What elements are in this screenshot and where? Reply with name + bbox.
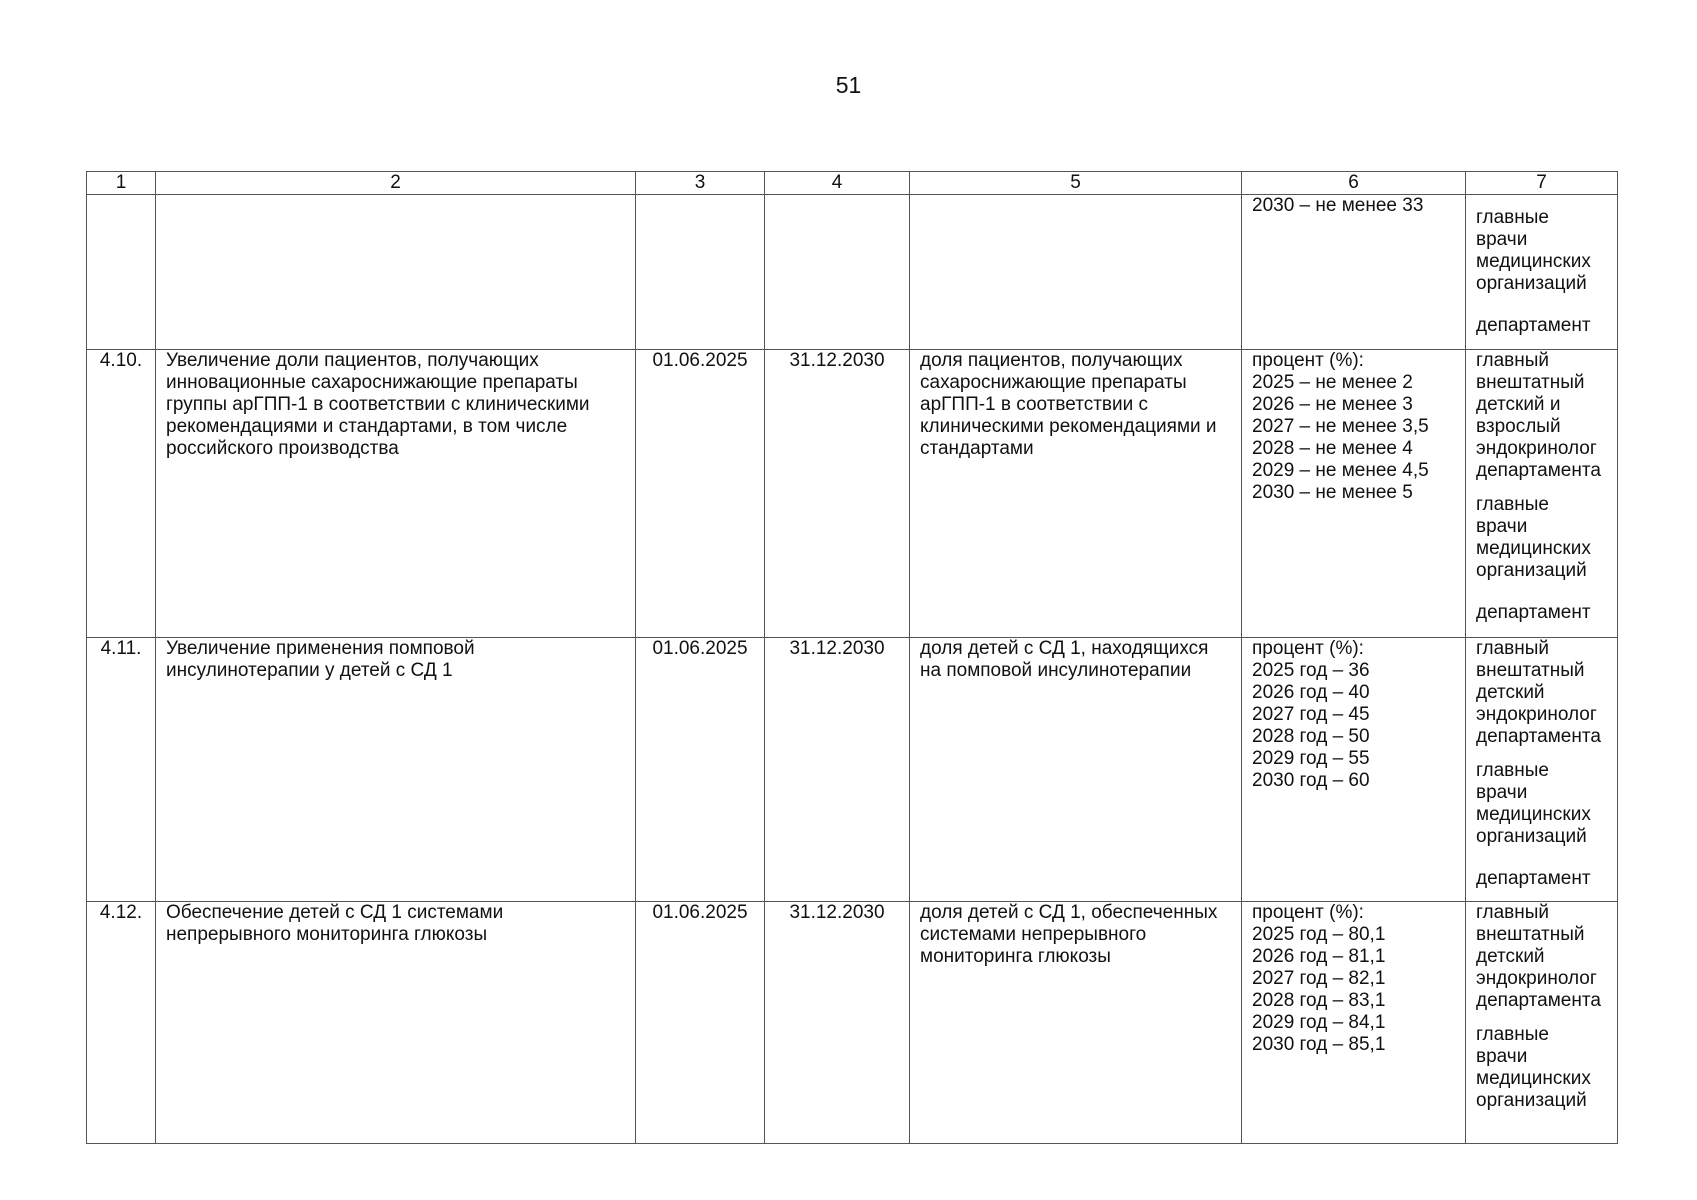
page-number: 51 bbox=[835, 72, 862, 98]
table-row-4-10 bbox=[87, 350, 1618, 638]
responsible-line: медицинских bbox=[1476, 538, 1591, 559]
responsible-line: медицинских bbox=[1476, 1068, 1591, 1089]
end-date-cell: 31.12.2030 bbox=[765, 902, 910, 1144]
row-number-cell: 4.12. bbox=[87, 902, 156, 1144]
column-header: 6 bbox=[1242, 172, 1466, 195]
responsible-line: медицинских bbox=[1476, 251, 1591, 272]
end-date-cell: 31.12.2030 bbox=[765, 350, 910, 638]
target-values-cell bbox=[1242, 195, 1466, 350]
responsible-line: медицинских bbox=[1476, 804, 1591, 825]
target-value-line: 2026 год – 40 bbox=[1252, 682, 1370, 703]
target-value-line: 2030 год – 60 bbox=[1252, 770, 1370, 791]
end-date-cell bbox=[765, 195, 910, 350]
end-date-cell: 31.12.2030 bbox=[765, 638, 910, 902]
target-value-line: 2025 – не менее 2 bbox=[1252, 372, 1413, 393]
column-header: 5 bbox=[910, 172, 1242, 195]
target-values-cell bbox=[1242, 350, 1466, 638]
action-plan-table bbox=[86, 171, 1618, 1144]
target-value-line: 2025 год – 36 bbox=[1252, 660, 1370, 681]
responsible-line: организаций bbox=[1476, 273, 1587, 294]
target-value-line: 2028 год – 50 bbox=[1252, 726, 1370, 747]
responsible-line: департамента bbox=[1476, 460, 1601, 481]
responsible-line: главные bbox=[1476, 1024, 1549, 1045]
responsible-line: департамент bbox=[1476, 315, 1591, 336]
start-date-cell bbox=[636, 195, 765, 350]
target-value-line: 2025 год – 80,1 bbox=[1252, 924, 1386, 945]
indicator-cell: доля пациентов, получающих сахароснижающие препараты арГПП-1 в соответствии с клиническими рекомендациями и стандартами bbox=[910, 350, 1242, 638]
responsible-cell bbox=[1466, 638, 1618, 902]
responsible-line: врачи bbox=[1476, 1046, 1528, 1067]
start-date-cell: 01.06.2025 bbox=[636, 902, 765, 1144]
responsible-line: департамент bbox=[1476, 868, 1591, 889]
target-value-line: 2026 – не менее 3 bbox=[1252, 394, 1413, 415]
target-value-line: 2029 год – 55 bbox=[1252, 748, 1370, 769]
responsible-line: детский bbox=[1476, 682, 1545, 703]
responsible-line: врачи bbox=[1476, 782, 1528, 803]
target-value-line: 2027 год – 45 bbox=[1252, 704, 1370, 725]
target-value-line: 2028 – не менее 4 bbox=[1252, 438, 1413, 459]
target-value-line: 2028 год – 83,1 bbox=[1252, 990, 1386, 1011]
responsible-line: организаций bbox=[1476, 1090, 1587, 1111]
responsible-line: департамента bbox=[1476, 726, 1601, 747]
responsible-line: организаций bbox=[1476, 560, 1587, 581]
responsible-line: департамента bbox=[1476, 990, 1601, 1011]
responsible-line: эндокринолог bbox=[1476, 438, 1597, 459]
responsible-line: главный bbox=[1476, 350, 1550, 371]
responsible-line: врачи bbox=[1476, 516, 1528, 537]
responsible-line: взрослый bbox=[1476, 416, 1561, 437]
target-value-line: 2030 – не менее 5 bbox=[1252, 482, 1413, 503]
target-values-cell bbox=[1242, 638, 1466, 902]
table-row-continuation bbox=[87, 195, 1618, 350]
indicator-cell bbox=[910, 195, 1242, 350]
start-date-cell: 01.06.2025 bbox=[636, 350, 765, 638]
column-header: 4 bbox=[765, 172, 910, 195]
target-value-line: процент (%): bbox=[1252, 638, 1364, 659]
target-value-line: 2029 год – 84,1 bbox=[1252, 1012, 1386, 1033]
responsible-line: внештатный bbox=[1476, 372, 1585, 393]
target-values-cell bbox=[1242, 902, 1466, 1144]
responsible-line: детский и bbox=[1476, 394, 1561, 415]
action-cell bbox=[156, 195, 636, 350]
action-cell: Увеличение применения помповой инсулинотерапии у детей с СД 1 bbox=[156, 638, 636, 902]
responsible-line: главный bbox=[1476, 638, 1550, 659]
action-cell: Обеспечение детей с СД 1 системами непрерывного мониторинга глюкозы bbox=[156, 902, 636, 1144]
target-value-line: 2027 – не менее 3,5 bbox=[1252, 416, 1429, 437]
row-number-cell: 4.11. bbox=[87, 638, 156, 902]
start-date-cell: 01.06.2025 bbox=[636, 638, 765, 902]
table-row-4-11 bbox=[87, 638, 1618, 902]
target-value-line: 2030 – не менее 33 bbox=[1252, 195, 1424, 216]
indicator-cell: доля детей с СД 1, обеспеченных системами непрерывного мониторинга глюкозы bbox=[910, 902, 1242, 1144]
responsible-cell bbox=[1466, 902, 1618, 1144]
responsible-line: главные bbox=[1476, 760, 1549, 781]
indicator-cell: доля детей с СД 1, находящихся на помповой инсулинотерапии bbox=[910, 638, 1242, 902]
target-value-line: 2027 год – 82,1 bbox=[1252, 968, 1386, 989]
responsible-line: организаций bbox=[1476, 826, 1587, 847]
responsible-line: главный bbox=[1476, 902, 1550, 923]
column-number-row bbox=[87, 172, 1618, 195]
responsible-line: главные bbox=[1476, 494, 1549, 515]
responsible-cell bbox=[1466, 350, 1618, 638]
target-value-line: 2029 – не менее 4,5 bbox=[1252, 460, 1429, 481]
action-cell: Увеличение доли пациентов, получающих инновационные сахароснижающие препараты группы арГПП-1 в соответствии с клиническими рекомендациями и стандартами, в том числе российского производства bbox=[156, 350, 636, 638]
target-value-line: процент (%): bbox=[1252, 902, 1364, 923]
row-number-cell: 4.10. bbox=[87, 350, 156, 638]
responsible-cell bbox=[1466, 195, 1618, 350]
responsible-line: внештатный bbox=[1476, 660, 1585, 681]
responsible-line: департамент bbox=[1476, 602, 1591, 623]
responsible-line: эндокринолог bbox=[1476, 704, 1597, 725]
column-header: 1 bbox=[87, 172, 156, 195]
table-row-4-12 bbox=[87, 902, 1618, 1144]
responsible-line: эндокринолог bbox=[1476, 968, 1597, 989]
column-header: 3 bbox=[636, 172, 765, 195]
target-value-line: 2026 год – 81,1 bbox=[1252, 946, 1386, 967]
row-number-cell bbox=[87, 195, 156, 350]
responsible-line: врачи bbox=[1476, 229, 1528, 250]
responsible-line: внештатный bbox=[1476, 924, 1585, 945]
target-value-line: 2030 год – 85,1 bbox=[1252, 1034, 1386, 1055]
responsible-line: главные bbox=[1476, 207, 1549, 228]
column-header: 2 bbox=[156, 172, 636, 195]
responsible-line: детский bbox=[1476, 946, 1545, 967]
target-value-line: процент (%): bbox=[1252, 350, 1364, 371]
column-header: 7 bbox=[1466, 172, 1618, 195]
